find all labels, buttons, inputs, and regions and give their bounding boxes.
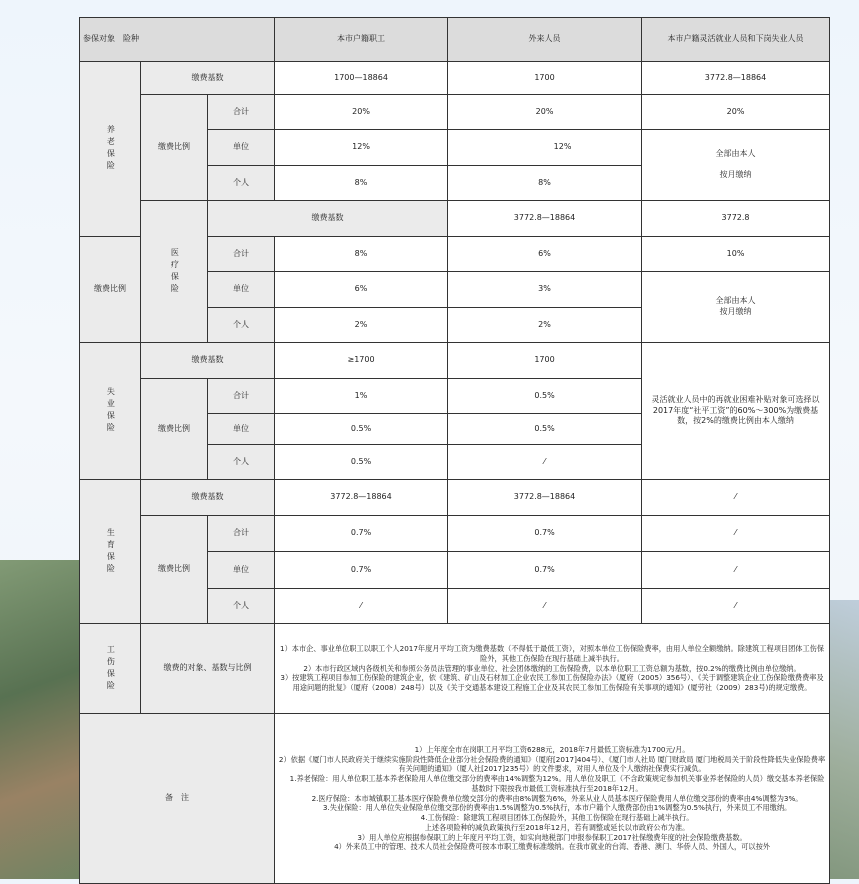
pension-total-flex: 20% (642, 95, 830, 130)
medical-ratio-label: 缴费比例 (80, 237, 141, 343)
unemployment-base-row (80, 343, 830, 379)
remarks-line: 上述各项险种的减负政策执行至2018年12月，若有调整或延长以市政府公布为准。 (424, 822, 690, 832)
pension-base-label: 缴费基数 (141, 62, 275, 95)
injury-row (80, 624, 830, 714)
maternity-total-local: 0.7% (275, 516, 448, 552)
header-insured-type: 参保对象 险种 (80, 18, 275, 62)
pension-total-local: 20% (275, 95, 448, 130)
remarks-row (80, 714, 830, 884)
maternity-unit-label: 单位 (208, 552, 275, 589)
maternity-total-row (80, 516, 830, 552)
pension-base-flex: 3772.8—18864 (642, 62, 830, 95)
header-flexible: 本市户籍灵活就业人员和下岗失业人员 (642, 18, 830, 62)
unemployment-person-label: 个人 (208, 445, 275, 480)
maternity-ratio-label: 缴费比例 (141, 516, 208, 624)
pension-base-row (80, 62, 830, 95)
medical-flex-note-line2: 按月缴纳 (719, 307, 752, 316)
remarks-line: 3.失业保险：用人单位失业保险单位缴交部份的费率由1.5%调整为0.5%执行，本市户籍个人缴费部份由1%调整为0.5%执行，外来员工不用缴纳。 (322, 803, 792, 813)
medical-flex-note (642, 272, 830, 343)
injury-text-line: 3）按建筑工程项目参加工伤保险的建筑企业，依《建筑、矿山及石材加工企业农民工参加工伤保险办法》（厦府（2005）356号）、《关于调整建筑企业工伤保险缴费费率及用途问题的批复》（厦府（2008）248号）以及《关于交通基本建设工程施工企业及其农民工参加工伤保险有关事项的通知》(厦劳社（2009）283号)的规定缴费。 (280, 673, 824, 693)
remarks-line: 2）依据《厦门市人民政府关于继续实施阶段性降低企业部分社会保险费的通知》（厦府[2017]404号）、《厦门市人社局 厦门财政局 厦门地税局关于阶段性降低失业保险费率有关问题的通知》（厦人社[2017]235号）的文件要求，对用人单位及个人缴纳社保费实行减负。 (278, 754, 826, 774)
maternity-base-migrant: 3772.8—18864 (448, 480, 642, 516)
pension-ratio-label: 缴费比例 (141, 95, 208, 201)
maternity-person-flex: ⁄ (642, 589, 830, 624)
maternity-base-label: 缴费基数 (141, 480, 275, 516)
background-scenery-right (828, 600, 859, 879)
unemployment-label: 失业保险 (80, 343, 141, 480)
header-local-worker: 本市户籍职工 (275, 18, 448, 62)
medical-total-flex: 10% (642, 237, 830, 272)
medical-label: 医疗保险 (141, 201, 208, 343)
injury-text-line: 2）本市行政区域内各级机关和参照公务员法管理的事业单位、社会团体缴纳的工伤保险费，以本单位职工工资总额为基数，按0.2%的缴费比例由单位缴纳。 (303, 663, 801, 673)
remarks-line: 3）用人单位应根据参保职工的上年度月平均工资，如实向地税部门申报参保职工2017社保缴费年度的社会保险缴费基数。 (357, 832, 747, 842)
medical-total-label: 合计 (208, 237, 275, 272)
unemployment-base-migrant: 1700 (448, 343, 642, 379)
remarks-text (275, 714, 830, 884)
medical-base-local: 3772.8—18864 (448, 201, 642, 237)
maternity-total-flex: ⁄ (642, 516, 830, 552)
maternity-unit-flex: ⁄ (642, 552, 830, 589)
pension-base-migrant: 1700 (448, 62, 642, 95)
medical-person-local: 2% (275, 308, 448, 343)
pension-person-label: 个人 (208, 166, 275, 201)
insurance-rate-table-container (79, 17, 829, 884)
injury-label: 工伤保险 (80, 624, 141, 714)
injury-basis-label: 缴费的对象、基数与比例 (141, 624, 275, 714)
maternity-label: 生育保险 (80, 480, 141, 624)
medical-unit-local: 6% (275, 272, 448, 308)
pension-person-migrant: 8% (448, 166, 642, 201)
medical-person-migrant: 2% (448, 308, 642, 343)
medical-base-label: 缴费基数 (208, 201, 448, 237)
insurance-rate-table (79, 17, 830, 884)
unemployment-unit-local: 0.5% (275, 414, 448, 445)
medical-person-label: 个人 (208, 308, 275, 343)
maternity-total-label: 合计 (208, 516, 275, 552)
unemployment-unit-migrant: 0.5% (448, 414, 642, 445)
pension-unit-local: 12% (275, 130, 448, 166)
remarks-line: 2.医疗保险：本市城镇职工基本医疗保险费单位缴交部分的费率由8%调整为6%，外来从业人员基本医疗保险费用人单位缴交部份的费率由4%调整为3%。 (311, 793, 803, 803)
pension-flex-note-line1: 全部由本人 (715, 149, 756, 159)
maternity-base-row (80, 480, 830, 516)
maternity-person-local: ⁄ (275, 589, 448, 624)
medical-unit-migrant: 3% (448, 272, 642, 308)
maternity-person-migrant: ⁄ (448, 589, 642, 624)
remarks-line: 4.工伤保险：除建筑工程项目团体工伤保险外，其他工伤保险在现行基础上减半执行。 (420, 813, 694, 823)
medical-unit-label: 单位 (208, 272, 275, 308)
pension-unit-migrant: 12% (448, 130, 642, 166)
unemployment-total-local: 1% (275, 379, 448, 414)
medical-total-migrant: 6% (448, 237, 642, 272)
pension-total-row (80, 95, 830, 130)
remarks-line: 1.养老保险：用人单位职工基本养老保险用人单位缴交部分的费率由14%调整为12%。用人单位及职工（不含政策规定参加机关事业养老保险的人员）缴交基本养老保险基数时下限按我市最低工资标准执行至2018年12月。 (289, 774, 825, 793)
unemployment-unit-label: 单位 (208, 414, 275, 445)
unemployment-person-migrant: ⁄ (448, 445, 642, 480)
medical-flex-note-line1: 全部由本人 (715, 296, 756, 306)
remarks-label: 备 注 (80, 714, 275, 884)
medical-total-local: 8% (275, 237, 448, 272)
pension-total-migrant: 20% (448, 95, 642, 130)
header-migrant: 外来人员 (448, 18, 642, 62)
maternity-total-migrant: 0.7% (448, 516, 642, 552)
unemployment-flex-note: 灵活就业人员中的再就业困难补贴对象可选择以2017年度“社平工资”的60%～300%为缴费基数，按2%的缴费比例由本人缴纳 (642, 343, 830, 480)
unemployment-total-migrant: 0.5% (448, 379, 642, 414)
pension-person-local: 8% (275, 166, 448, 201)
unemployment-ratio-label: 缴费比例 (141, 379, 208, 480)
remarks-line: 4）外来员工中的管理、技术人员社会保险费可按本市职工缴费标准缴纳。在我市就业的台湾、香港、澳门、华侨人员、外国人，可以按外 (334, 842, 770, 852)
remarks-line: 1）上年度全市在岗职工月平均工资6288元，2018年7月最低工资标准为1700元/月。 (414, 745, 690, 755)
injury-text (275, 624, 830, 714)
maternity-unit-local: 0.7% (275, 552, 448, 589)
background-scenery-left (0, 560, 80, 879)
maternity-person-label: 个人 (208, 589, 275, 624)
unemployment-total-label: 合计 (208, 379, 275, 414)
pension-flex-note (642, 130, 830, 201)
maternity-unit-migrant: 0.7% (448, 552, 642, 589)
medical-base-row (80, 201, 830, 237)
medical-base-migrant: 3772.8 (642, 201, 830, 237)
unemployment-person-local: 0.5% (275, 445, 448, 480)
pension-base-local: 1700—18864 (275, 62, 448, 95)
pension-unit-label: 单位 (208, 130, 275, 166)
table-header-row (80, 18, 830, 62)
injury-text-line: 1）本市企、事业单位职工以职工个人2017年度月平均工资为缴费基数（不得低于最低工资），对照本单位工伤保险费率，由用人单位全额缴纳。除建筑工程项目团体工伤保险外，其他工伤保险在现行基础上减半执行。 (280, 644, 825, 663)
pension-total-label: 合计 (208, 95, 275, 130)
pension-label: 养老保险 (80, 62, 141, 237)
maternity-base-local: 3772.8—18864 (275, 480, 448, 516)
unemployment-base-local: ≥1700 (275, 343, 448, 379)
unemployment-base-label: 缴费基数 (141, 343, 275, 379)
pension-flex-note-line2: 按月缴纳 (719, 170, 752, 179)
maternity-base-flex: ⁄ (642, 480, 830, 516)
